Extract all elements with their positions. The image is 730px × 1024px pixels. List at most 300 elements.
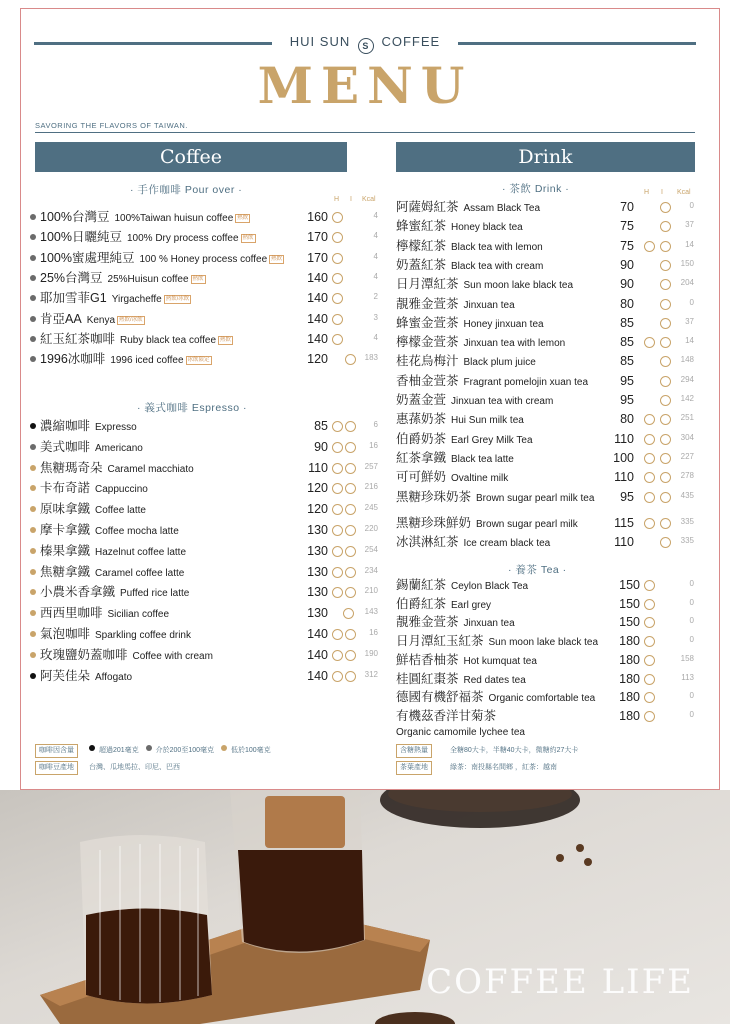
item-price: 95 bbox=[620, 373, 634, 388]
tea-drink-item-name bbox=[396, 199, 540, 217]
item-price: 115 bbox=[614, 515, 634, 530]
item-price: 80 bbox=[620, 296, 634, 311]
tea-drink-item-name bbox=[396, 392, 553, 410]
item-price: 140 bbox=[307, 291, 328, 306]
item-en-name: Ceylon Black Tea bbox=[451, 581, 529, 592]
item-kcal: 14 bbox=[685, 239, 694, 249]
item-zh-name: 鮮桔香柚茶 bbox=[396, 652, 459, 667]
item-kcal: 183 bbox=[364, 353, 378, 363]
item-zh-name: 桂圓紅棗茶 bbox=[396, 671, 459, 686]
item-kcal: 0 bbox=[689, 635, 694, 645]
item-price: 140 bbox=[307, 270, 328, 285]
item-price: 180 bbox=[619, 708, 640, 723]
item-kcal: 220 bbox=[364, 524, 378, 533]
item-en-name: Coffee latte bbox=[95, 505, 146, 517]
item-zh-name: 奶蓋紅茶 bbox=[396, 257, 447, 272]
item-price: 85 bbox=[620, 354, 634, 369]
item-en-name: Sun moon lake black tea bbox=[463, 280, 574, 292]
item-zh-name: 惠蓀奶茶 bbox=[396, 412, 447, 427]
brand-s-icon: S bbox=[358, 38, 374, 54]
item-kcal: 216 bbox=[364, 482, 378, 492]
item-zh-name: 可可鮮奶 bbox=[396, 470, 447, 485]
item-zh-name: 蜂蜜金萱茶 bbox=[396, 315, 459, 330]
bean-origin-label: 咖啡豆產地 bbox=[35, 761, 78, 775]
caffeine-legend bbox=[35, 744, 355, 757]
item-zh-name: 25%台灣豆 bbox=[40, 270, 103, 285]
item-en-name: 100 % Honey process coffee bbox=[139, 253, 268, 265]
tea-drink-item-name bbox=[396, 515, 578, 533]
item-en-name: Expresso bbox=[95, 422, 137, 433]
item-en-name: Coffee with cream bbox=[132, 650, 213, 662]
item-price: 170 bbox=[307, 230, 328, 245]
caffeine-low-dot-icon bbox=[221, 745, 227, 751]
tea-drink-item bbox=[0, 515, 730, 535]
size-option-circle-icon bbox=[644, 636, 655, 647]
item-en-name: Assam Black Tea bbox=[463, 203, 541, 214]
item-en-name: Black plum juice bbox=[463, 357, 536, 369]
tea-drink-item-name bbox=[396, 334, 565, 352]
item-en-name: Affogato bbox=[95, 671, 133, 683]
item-kcal: 304 bbox=[680, 432, 694, 442]
item-tag: 冰飲限定 bbox=[187, 357, 210, 364]
tea-drink-item bbox=[0, 257, 730, 277]
item-zh-name: 阿薩姆紅茶 bbox=[396, 200, 459, 214]
item-en-name: 25%Huisun coffee bbox=[107, 273, 189, 285]
tea-drink-item bbox=[0, 353, 730, 373]
item-zh-name: 耶加雪菲G1 bbox=[40, 291, 107, 306]
yangcha-item bbox=[0, 668, 730, 691]
item-kcal: 16 bbox=[369, 440, 378, 450]
item-zh-name: 紅玉紅茶咖啡 bbox=[40, 331, 116, 346]
item-en-name: Sun moon lake black tea bbox=[488, 637, 599, 649]
item-kcal: 37 bbox=[685, 316, 694, 326]
pourover-col-label-kcal: Kcal bbox=[362, 196, 376, 203]
item-price: 130 bbox=[307, 523, 328, 537]
item-kcal: 0 bbox=[689, 691, 694, 701]
item-en-name: Puffed rice latte bbox=[120, 588, 190, 600]
yangcha-item-name bbox=[396, 614, 515, 632]
item-zh-name: 奶蓋金萱 bbox=[396, 393, 447, 407]
item-zh-name: 氣泡咖啡 bbox=[40, 627, 91, 641]
item-zh-name: 100%台灣豆 bbox=[40, 210, 110, 224]
tea-drink-item bbox=[0, 331, 730, 354]
item-zh-name: 靚雅金萱茶 bbox=[396, 615, 459, 630]
item-en-name: 1996 iced coffee bbox=[110, 355, 184, 367]
item-kcal: 3 bbox=[373, 312, 378, 322]
item-en-name: Sicilian coffee bbox=[107, 609, 170, 621]
size-option-circle-icon bbox=[644, 617, 655, 628]
item-price: 180 bbox=[619, 690, 640, 705]
item-price: 120 bbox=[307, 352, 328, 367]
tea-drink-item-name bbox=[396, 218, 523, 236]
item-kcal: 435 bbox=[680, 490, 694, 500]
item-tag: 熱飲 bbox=[242, 235, 254, 242]
item-kcal: 113 bbox=[681, 672, 694, 682]
item-kcal: 190 bbox=[364, 648, 378, 658]
item-kcal: 37 bbox=[685, 220, 694, 230]
item-tag: 熱飲 bbox=[237, 215, 249, 221]
coffee-photo bbox=[0, 790, 730, 1024]
tea-drink-item bbox=[0, 296, 730, 316]
item-price: 95 bbox=[620, 393, 634, 407]
item-zh-name: 日月潭紅玉紅茶 bbox=[396, 634, 484, 649]
item-kcal: 6 bbox=[373, 420, 378, 429]
bean-origin-row bbox=[35, 761, 355, 774]
item-price: 75 bbox=[620, 238, 634, 253]
tea-drink-item-name bbox=[396, 469, 508, 487]
item-zh-name: 日月潭紅茶 bbox=[396, 277, 459, 292]
item-en-name: Honey black tea bbox=[451, 222, 523, 234]
item-kcal: 16 bbox=[369, 628, 378, 637]
item-en-name: Hazelnut coffee latte bbox=[95, 546, 187, 558]
yangcha-item bbox=[0, 708, 730, 738]
item-zh-name: 紅茶拿鐵 bbox=[396, 450, 447, 465]
brand-logo bbox=[270, 34, 460, 54]
item-zh-name: 玫瑰鹽奶蓋咖啡 bbox=[40, 647, 128, 662]
item-price: 140 bbox=[307, 668, 328, 683]
tea-col-label-iced: I bbox=[661, 189, 663, 196]
item-price: 130 bbox=[307, 606, 328, 621]
item-kcal: 0 bbox=[689, 297, 694, 307]
tea-drink-item-name bbox=[396, 411, 524, 429]
item-en-name: Cappuccino bbox=[95, 484, 148, 496]
tea-drink-item bbox=[0, 534, 730, 554]
yangcha-item-name bbox=[396, 689, 595, 707]
size-option-circle-icon bbox=[644, 472, 655, 483]
tea-drink-item bbox=[0, 373, 730, 393]
tea-drink-item-name bbox=[396, 489, 594, 507]
item-en-name: Organic camomile lychee tea bbox=[396, 726, 525, 738]
item-en-name: Ice cream black tea bbox=[463, 538, 551, 550]
item-zh-name: 卡布奇諾 bbox=[40, 481, 91, 496]
item-kcal: 150 bbox=[680, 258, 694, 268]
item-zh-name: 阿芙佳朵 bbox=[40, 668, 91, 683]
item-kcal: 294 bbox=[680, 374, 694, 384]
brand-name-right: COFFEE bbox=[381, 34, 441, 49]
item-kcal: 0 bbox=[689, 597, 694, 607]
item-price: 110 bbox=[614, 470, 634, 485]
caffeine-mid-text: 介於200至100毫克 bbox=[155, 747, 214, 754]
item-zh-name: 小農米香拿鐵 bbox=[40, 585, 116, 600]
item-en-name: Jinxuan tea bbox=[463, 299, 515, 311]
yangcha-item bbox=[0, 689, 730, 709]
item-kcal: 143 bbox=[364, 607, 378, 617]
item-en-name: Americano bbox=[95, 442, 143, 454]
item-kcal: 278 bbox=[680, 471, 694, 481]
size-option-circle-icon bbox=[644, 241, 655, 252]
yangcha-item bbox=[0, 577, 730, 600]
yangcha-item-name bbox=[396, 633, 598, 651]
item-kcal: 227 bbox=[680, 451, 694, 461]
item-price: 170 bbox=[307, 250, 328, 265]
size-option-circle-icon bbox=[644, 599, 655, 610]
item-en-name: Sparkling coffee drink bbox=[95, 630, 191, 641]
item-zh-name: 黑糖珍珠奶茶 bbox=[396, 489, 472, 504]
size-option-circle-icon bbox=[644, 492, 655, 503]
item-en-name: Brown sugar pearl milk bbox=[476, 518, 578, 530]
item-price: 85 bbox=[620, 335, 634, 350]
caffeine-legend-text bbox=[89, 744, 271, 757]
item-price: 75 bbox=[620, 219, 634, 234]
item-kcal: 2 bbox=[373, 292, 378, 302]
item-zh-name: 蜂蜜紅茶 bbox=[396, 219, 447, 234]
item-price: 120 bbox=[307, 481, 328, 496]
item-en-name: Coffee mocha latte bbox=[95, 526, 179, 537]
item-zh-name: 焦糖拿鐵 bbox=[40, 564, 91, 579]
item-price: 85 bbox=[314, 419, 328, 433]
tea-drink-item bbox=[0, 431, 730, 451]
item-kcal: 245 bbox=[364, 503, 378, 513]
page-title: MENU bbox=[257, 56, 473, 115]
item-en-name: Black tea with cream bbox=[451, 260, 544, 272]
item-zh-name: 有機茲香洋甘菊茶 bbox=[396, 708, 497, 723]
item-en-name: Jinxuan tea bbox=[463, 618, 515, 630]
item-tag: 熱飲 bbox=[220, 336, 232, 343]
caffeine-high-text: 超過201毫克 bbox=[99, 747, 139, 754]
item-zh-name: 桂花烏梅汁 bbox=[396, 354, 459, 369]
item-tag: 熱飲/冰飲 bbox=[119, 316, 143, 323]
sugar-label: 含糖熱量 bbox=[396, 744, 432, 758]
item-price: 100 bbox=[613, 450, 634, 465]
item-kcal: 158 bbox=[680, 653, 694, 663]
item-en-name: Jinxuan tea with cream bbox=[451, 396, 554, 407]
item-kcal: 0 bbox=[689, 616, 694, 626]
item-en-name: Brown sugar pearl milk tea bbox=[476, 492, 595, 504]
sugar-text: 全糖80大卡，半糖40大卡，微糖約27大卡 bbox=[450, 747, 579, 754]
item-kcal: 204 bbox=[680, 278, 694, 288]
size-option-circle-icon bbox=[644, 414, 655, 425]
item-kcal: 254 bbox=[364, 544, 378, 554]
item-kcal: 0 bbox=[689, 579, 694, 588]
pourover-title: · 手作咖啡 Pour over · bbox=[130, 184, 243, 196]
item-price: 140 bbox=[307, 627, 328, 641]
size-option-circle-icon bbox=[644, 337, 655, 348]
item-kcal: 312 bbox=[364, 669, 378, 679]
tea-drink-item bbox=[0, 450, 730, 470]
yangcha-item-name bbox=[396, 708, 525, 741]
tea-drink-item-name bbox=[396, 296, 515, 314]
item-kcal: 210 bbox=[364, 586, 378, 596]
subtitle-divider bbox=[35, 132, 695, 133]
tea-drink-item-name bbox=[396, 431, 533, 449]
item-en-name: 100%Taiwan huisun coffee bbox=[114, 213, 234, 224]
yangcha-title: · 養茶 Tea · bbox=[508, 564, 567, 576]
item-en-name: Hui Sun milk tea bbox=[451, 415, 524, 427]
item-price: 140 bbox=[307, 311, 328, 326]
item-kcal: 148 bbox=[680, 355, 694, 365]
item-en-name: Jinxuan tea with lemon bbox=[463, 338, 566, 350]
coffee-life-caption: COFFEE LIFE bbox=[426, 962, 694, 1002]
item-price: 90 bbox=[314, 439, 328, 454]
item-en-name: Caramel macchiato bbox=[107, 463, 194, 475]
tea-drink-item-name bbox=[396, 257, 543, 275]
item-en-name: Caramel coffee latte bbox=[95, 567, 185, 579]
item-kcal: 234 bbox=[364, 565, 378, 575]
caffeine-high-dot-icon bbox=[89, 745, 95, 751]
item-zh-name: 錫蘭紅茶 bbox=[396, 578, 447, 592]
yangcha-item-name bbox=[396, 671, 526, 689]
item-zh-name: 德國有機舒福茶 bbox=[396, 690, 484, 705]
item-price: 110 bbox=[614, 431, 634, 446]
item-price: 70 bbox=[620, 200, 634, 214]
header-rule-right bbox=[458, 42, 696, 45]
item-price: 150 bbox=[619, 578, 640, 592]
item-price: 90 bbox=[620, 277, 634, 292]
item-price: 130 bbox=[307, 564, 328, 579]
size-option-circle-icon bbox=[644, 655, 655, 666]
tea-origin-text: 綠茶：南投縣名間鄉 ，紅茶：越南 bbox=[450, 764, 557, 771]
size-option-circle-icon bbox=[644, 692, 655, 703]
item-zh-name: 伯爵紅茶 bbox=[396, 596, 447, 611]
item-price: 150 bbox=[619, 596, 640, 611]
item-zh-name: 冰淇淋紅茶 bbox=[396, 535, 459, 550]
tea-drink-item-name bbox=[396, 450, 514, 468]
tea-origin-row bbox=[396, 761, 696, 774]
tea-drink-item bbox=[0, 312, 730, 335]
tea-drink-item-name bbox=[396, 276, 573, 294]
item-price: 180 bbox=[619, 652, 640, 667]
size-option-circle-icon bbox=[644, 580, 655, 591]
sugar-calorie-row bbox=[396, 744, 696, 757]
item-zh-name: 肯亞AA bbox=[40, 311, 82, 326]
item-en-name: Ovaltine milk bbox=[451, 473, 509, 485]
tea-drink-item bbox=[0, 489, 730, 509]
item-en-name: Red dates tea bbox=[463, 674, 526, 686]
tea-drink-title: · 茶飲 Drink · bbox=[502, 183, 570, 195]
item-zh-name: 1996冰咖啡 bbox=[40, 352, 106, 367]
item-zh-name: 榛果拿鐵 bbox=[40, 543, 91, 558]
size-option-circle-icon bbox=[644, 711, 655, 722]
size-option-circle-icon bbox=[332, 567, 343, 578]
item-zh-name: 濃縮咖啡 bbox=[40, 419, 91, 433]
tea-col-label-hot: H bbox=[644, 189, 650, 196]
item-price: 95 bbox=[620, 489, 634, 504]
drink-section-heading: Drink bbox=[396, 142, 695, 172]
yangcha-item-name bbox=[396, 577, 528, 595]
item-en-name: Kenya bbox=[86, 314, 116, 326]
item-zh-name: 伯爵奶茶 bbox=[396, 431, 447, 446]
item-kcal: 4 bbox=[373, 251, 378, 261]
item-tag: 熱飲 bbox=[192, 275, 204, 282]
tea-drink-item-name bbox=[396, 534, 550, 552]
item-en-name: Fragrant pomelojin xuan tea bbox=[463, 376, 589, 388]
item-zh-name: 美式咖啡 bbox=[40, 439, 91, 454]
item-tag: 熱飲/冰飲 bbox=[165, 296, 190, 303]
item-price: 110 bbox=[614, 535, 634, 550]
item-price: 180 bbox=[619, 634, 640, 649]
tea-drink-item bbox=[0, 411, 730, 431]
item-zh-name: 焦糖瑪奇朵 bbox=[40, 460, 103, 475]
item-zh-name: 檸檬紅茶 bbox=[396, 238, 447, 253]
yangcha-item-name bbox=[396, 652, 537, 670]
item-kcal: 4 bbox=[373, 211, 378, 220]
tea-origin-label: 茶葉產地 bbox=[396, 761, 432, 775]
tea-drink-item-name bbox=[396, 315, 544, 333]
item-zh-name: 靚雅金萱茶 bbox=[396, 296, 459, 311]
item-price: 180 bbox=[619, 671, 640, 686]
tea-drink-item-name bbox=[396, 238, 543, 256]
item-en-name: Black tea with lemon bbox=[451, 241, 543, 253]
yangcha-item bbox=[0, 652, 730, 672]
item-en-name: Hot kumquat tea bbox=[463, 655, 537, 667]
item-zh-name: 西西里咖啡 bbox=[40, 606, 103, 621]
caffeine-mid-dot-icon bbox=[146, 745, 152, 751]
item-kcal: 14 bbox=[685, 336, 694, 346]
pourover-col-label-hot: H bbox=[334, 196, 340, 203]
yangcha-item-name bbox=[396, 596, 491, 614]
caffeine-low-text: 低於100毫克 bbox=[230, 747, 271, 754]
size-option-circle-icon bbox=[644, 434, 655, 445]
item-kcal: 4 bbox=[373, 332, 378, 342]
item-kcal: 0 bbox=[689, 201, 694, 210]
item-zh-name: 原味拿鐵 bbox=[40, 502, 91, 517]
item-kcal: 4 bbox=[373, 271, 378, 281]
item-price: 130 bbox=[307, 543, 328, 558]
item-price: 85 bbox=[620, 315, 634, 330]
bean-origin-text: 台灣、瓜地馬拉、印尼、巴西 bbox=[89, 764, 180, 771]
subtitle: SAVORING THE FLAVORS OF TAIWAN. bbox=[35, 121, 188, 130]
caffeine-dot-icon bbox=[30, 569, 36, 575]
yangcha-item bbox=[0, 596, 730, 616]
item-price: 120 bbox=[307, 502, 328, 517]
item-zh-name: 摩卡拿鐵 bbox=[40, 523, 91, 537]
item-en-name: 100% Dry process coffee bbox=[126, 233, 239, 245]
item-kcal: 142 bbox=[680, 394, 694, 403]
item-en-name: Earl Grey Milk Tea bbox=[451, 434, 533, 446]
item-zh-name: 檸檬金萱茶 bbox=[396, 335, 459, 350]
tea-drink-item bbox=[0, 273, 730, 296]
tea-col-label-kcal: Kcal bbox=[677, 189, 691, 196]
item-price: 90 bbox=[620, 257, 634, 272]
item-kcal: 4 bbox=[373, 231, 378, 241]
item-kcal: 251 bbox=[680, 413, 694, 423]
item-kcal: 0 bbox=[689, 709, 694, 719]
item-en-name: Earl grey bbox=[451, 599, 492, 611]
item-zh-name: 香柚金萱茶 bbox=[396, 373, 459, 388]
tea-drink-item-name bbox=[396, 353, 536, 371]
item-kcal: 335 bbox=[680, 536, 694, 546]
item-en-name: Black tea latte bbox=[451, 453, 514, 465]
item-price: 150 bbox=[619, 615, 640, 630]
pourover-col-label-iced: I bbox=[350, 196, 352, 203]
tea-drink-item-name bbox=[396, 373, 588, 391]
brand-name-left: HUI SUN bbox=[289, 34, 351, 49]
item-price: 130 bbox=[307, 585, 328, 600]
item-kcal: 257 bbox=[364, 461, 378, 471]
caffeine-label: 咖啡因含量 bbox=[35, 744, 78, 758]
item-en-name: Organic comfortable tea bbox=[488, 693, 596, 705]
size-option-circle-icon bbox=[644, 674, 655, 685]
item-zh-name: 100%日曬純豆 bbox=[40, 230, 122, 245]
size-option-circle-icon bbox=[644, 453, 655, 464]
item-zh-name: 100%蜜處理純豆 bbox=[40, 250, 135, 265]
item-tag: 熱飲 bbox=[271, 255, 283, 262]
tea-drink-item bbox=[0, 392, 730, 412]
yangcha-item bbox=[0, 633, 730, 653]
tea-drink-item bbox=[0, 238, 730, 258]
item-en-name: Yirgacheffe bbox=[111, 294, 162, 306]
item-kcal: 335 bbox=[680, 516, 694, 526]
item-en-name: Honey jinxuan tea bbox=[463, 318, 544, 330]
item-price: 80 bbox=[620, 412, 634, 427]
item-price: 140 bbox=[307, 331, 328, 346]
item-en-name: Ruby black tea coffee bbox=[120, 334, 217, 346]
size-option-circle-icon bbox=[644, 518, 655, 529]
espresso-title: · 義式咖啡 Espresso · bbox=[137, 402, 248, 414]
item-price: 160 bbox=[307, 210, 328, 224]
coffee-section-heading: Coffee bbox=[35, 142, 347, 172]
item-zh-name: 黑糖珍珠鮮奶 bbox=[396, 515, 472, 530]
